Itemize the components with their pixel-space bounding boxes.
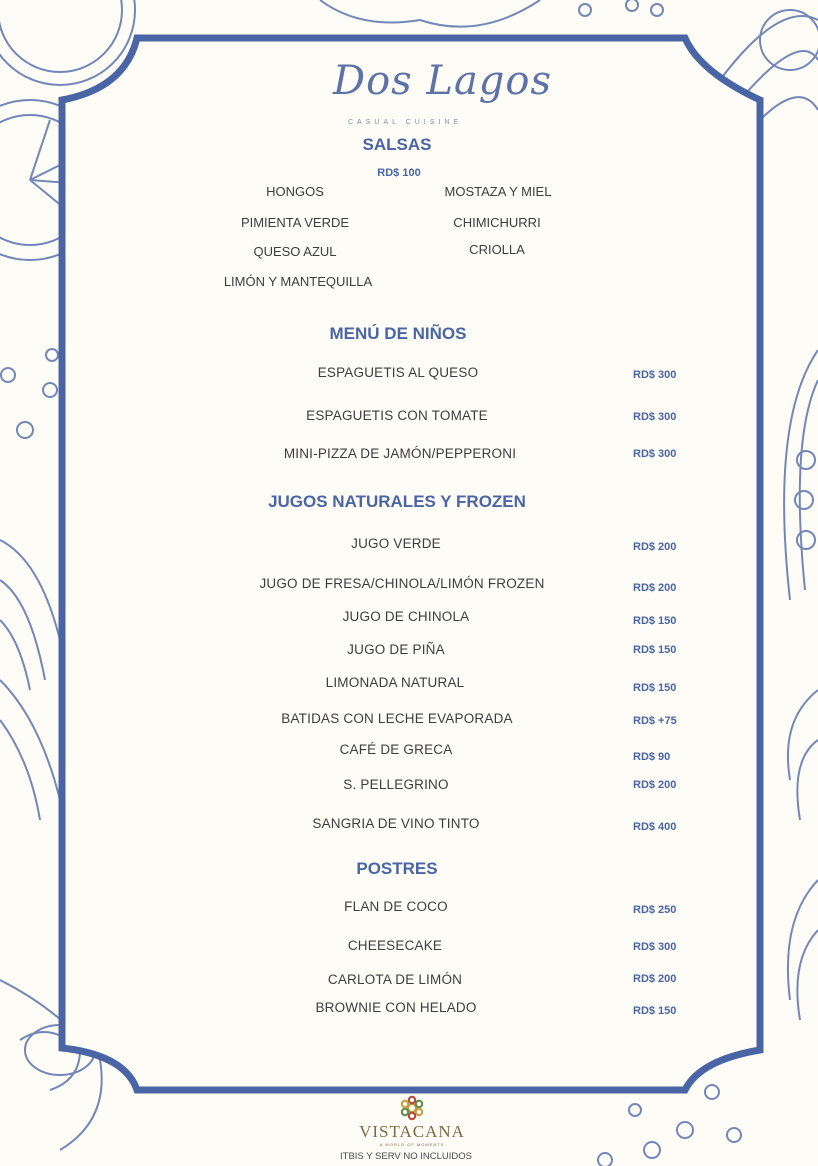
menu-item-price: RD$ 150 (633, 644, 677, 656)
restaurant-logo: Dos Lagos (333, 58, 553, 104)
menu-item-name: ESPAGUETIS AL QUESO (317, 365, 479, 380)
menu-item-price: RD$ 300 (633, 369, 677, 381)
menu-item-name: ESPAGUETIS CON TOMATE (306, 408, 488, 423)
menu-item-price: RD$ +75 (633, 715, 677, 727)
menu-item-price: RD$ 90 (633, 751, 671, 763)
menu-item-price: RD$ 200 (633, 582, 677, 594)
menu-item-name: JUGO DE PIÑA (347, 642, 445, 657)
menu-item-name: BROWNIE CON HELADO (315, 1000, 477, 1015)
salsa-item: CRIOLLA (469, 242, 525, 257)
menu-item-name: S. PELLEGRINO (343, 777, 449, 792)
menu-item-price: RD$ 150 (633, 615, 677, 627)
salsa-item: MOSTAZA Y MIEL (444, 184, 552, 199)
menu-item-name: JUGO DE CHINOLA (342, 609, 470, 624)
menu-item-price: RD$ 400 (633, 821, 677, 833)
menu-item-price: RD$ 150 (633, 1005, 677, 1017)
menu-item-price: RD$ 300 (633, 448, 677, 460)
menu-item-price: RD$ 150 (633, 682, 677, 694)
menu-item-name: CAFÉ DE GRECA (339, 742, 453, 757)
salsa-item: CHIMICHURRI (453, 215, 541, 230)
salsa-item: QUESO AZUL (253, 244, 337, 259)
menu-item-price: RD$ 200 (633, 541, 677, 553)
menu-item-name: BATIDAS CON LECHE EVAPORADA (281, 711, 513, 726)
juices-heading: JUGOS NATURALES Y FROZEN (268, 492, 526, 511)
menu-item-name: LIMONADA NATURAL (325, 675, 465, 690)
tax-footnote: ITBIS Y SERV NO INCLUIDOS (340, 1151, 472, 1162)
menu-item-price: RD$ 200 (633, 779, 677, 791)
menu-item-name: JUGO VERDE (351, 536, 441, 551)
kids-menu-heading: MENÚ DE NIÑOS (329, 324, 467, 343)
menu-item-price: RD$ 300 (633, 411, 677, 423)
menu-item-name: MINI-PIZZA DE JAMÓN/PEPPERONI (283, 446, 517, 461)
menu-item-name: SANGRIA DE VINO TINTO (312, 816, 480, 831)
salsa-item: LIMÓN Y MANTEQUILLA (223, 274, 373, 289)
brand-name: VISTACANA (359, 1122, 465, 1141)
brand-tagline: A WORLD OF MOMENTS (379, 1142, 445, 1147)
menu-item-name: JUGO DE FRESA/CHINOLA/LIMÓN FROZEN (259, 576, 545, 591)
menu-item-name: CARLOTA DE LIMÓN (327, 972, 463, 987)
menu-item-price: RD$ 250 (633, 904, 677, 916)
menu-item-price: RD$ 200 (633, 973, 677, 985)
salsa-item: HONGOS (266, 184, 324, 199)
menu-item-price: RD$ 300 (633, 941, 677, 953)
flower-logo-icon (398, 1094, 426, 1122)
desserts-heading: POSTRES (356, 859, 438, 878)
salsas-price: RD$ 100 (377, 167, 421, 179)
menu-item-name: FLAN DE COCO (344, 899, 448, 914)
salsas-heading: SALSAS (362, 135, 432, 154)
logo-tagline: CASUAL CUISINE (348, 119, 463, 126)
salsa-item: PIMIENTA VERDE (240, 215, 350, 230)
menu-item-name: CHEESECAKE (347, 938, 443, 953)
